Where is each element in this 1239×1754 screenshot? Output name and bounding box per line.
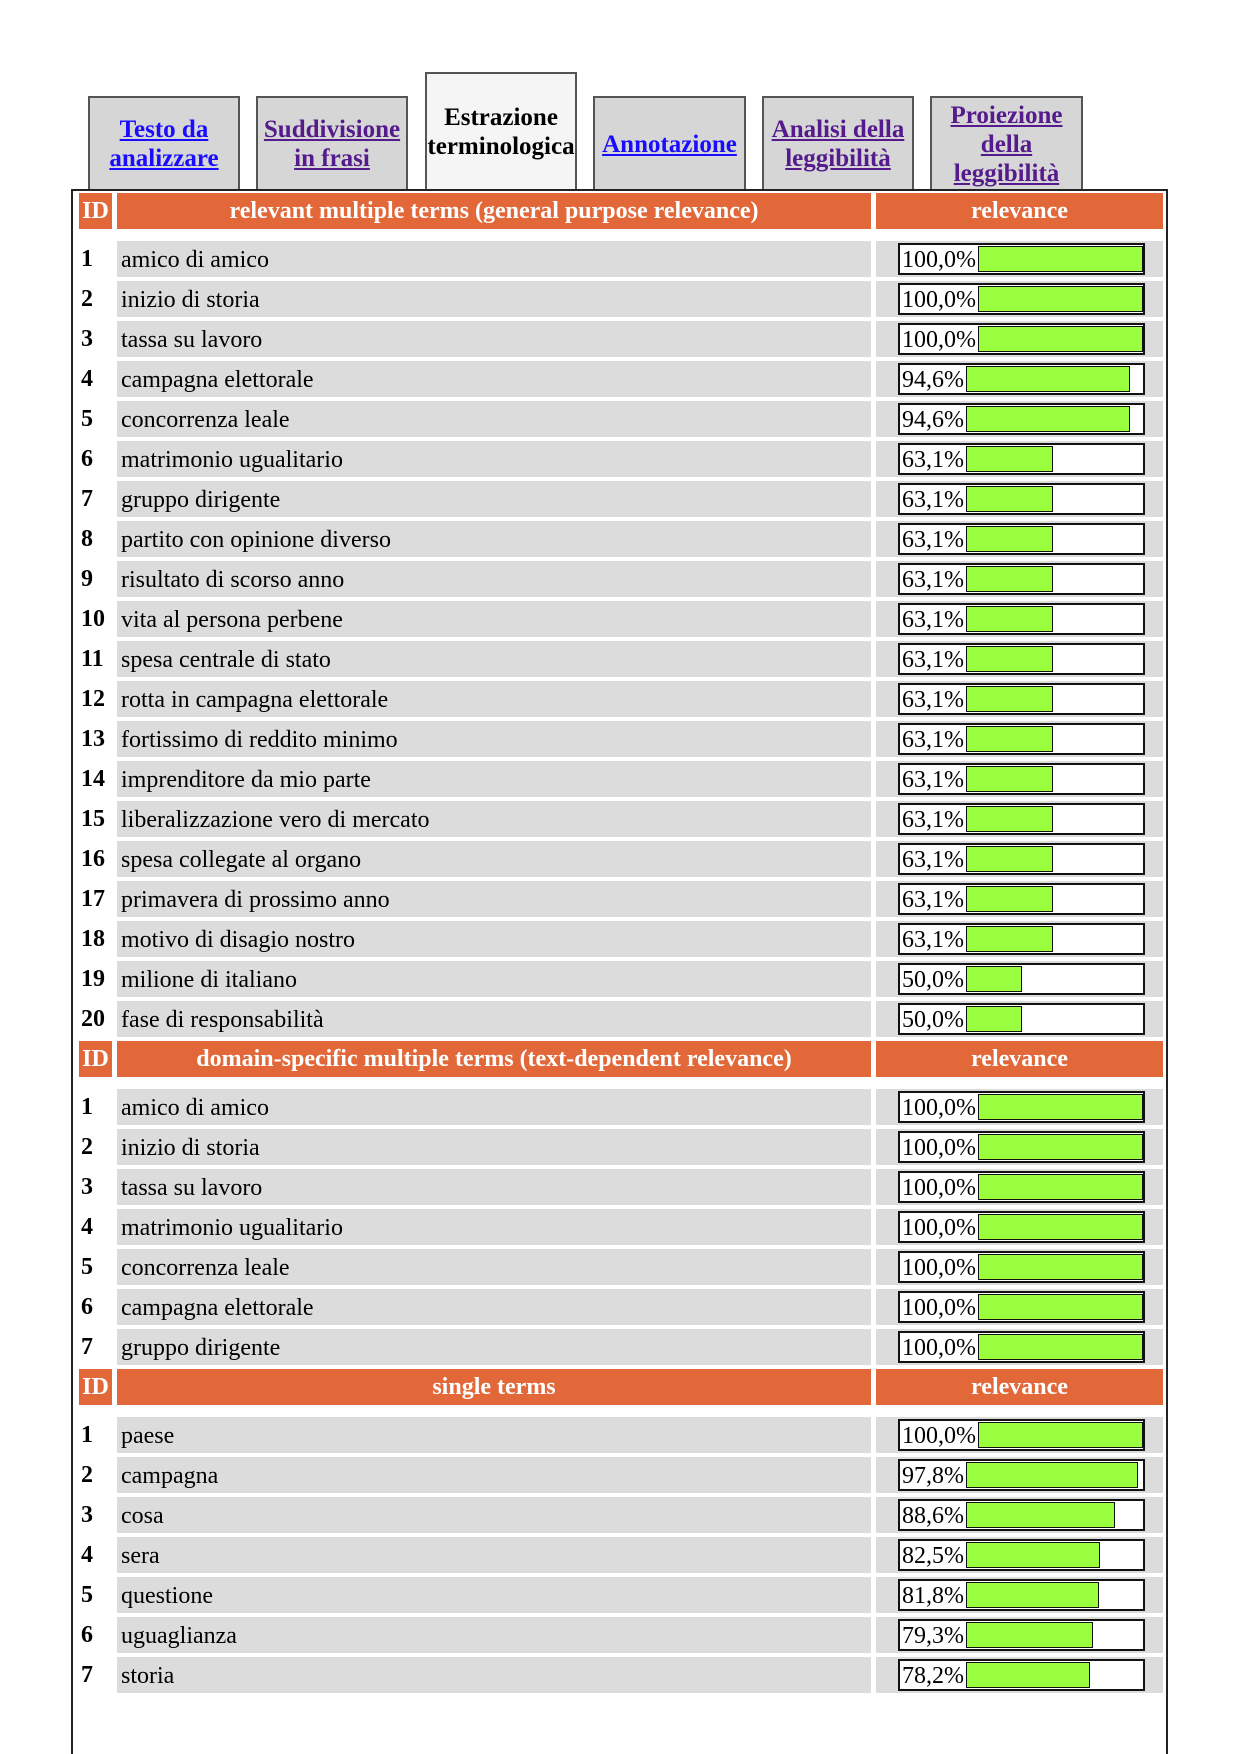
relevance-percent: 94,6% (902, 407, 964, 433)
row-term: liberalizzazione vero di mercato (117, 801, 871, 837)
table-row (73, 1247, 1166, 1287)
relevance-bar-fill (978, 1294, 1143, 1320)
relevance-bar-fill (966, 806, 1053, 832)
relevance-bar-fill (966, 606, 1053, 632)
relevance-bar (898, 283, 1145, 315)
relevance-bar (898, 483, 1145, 515)
row-relevance (876, 561, 1163, 597)
row-id: 5 (81, 1254, 93, 1280)
table-row (73, 1207, 1166, 1247)
table-row (73, 839, 1166, 879)
table-row (73, 1455, 1166, 1495)
row-id: 5 (81, 406, 93, 432)
relevance-percent: 100,0% (902, 1423, 976, 1449)
table-row (73, 1655, 1166, 1695)
row-id: 17 (81, 886, 105, 912)
row-term: fase di responsabilità (117, 1001, 871, 1037)
relevance-column-header: relevance (876, 1041, 1163, 1077)
table-row (73, 919, 1166, 959)
row-term: vita al persona perbene (117, 601, 871, 637)
row-term: storia (117, 1657, 871, 1693)
relevance-percent: 100,0% (902, 287, 976, 313)
relevance-column-header: relevance (876, 1369, 1163, 1405)
row-term: primavera di prossimo anno (117, 881, 871, 917)
relevance-percent: 63,1% (902, 447, 964, 473)
row-relevance (876, 1089, 1163, 1125)
row-relevance (876, 1209, 1163, 1245)
row-term: cosa (117, 1497, 871, 1533)
relevance-bar-fill (978, 1214, 1143, 1240)
relevance-bar (898, 1499, 1145, 1531)
row-id: 7 (81, 1334, 93, 1360)
row-term: questione (117, 1577, 871, 1613)
relevance-bar (898, 1579, 1145, 1611)
row-relevance (876, 921, 1163, 957)
relevance-bar-fill (966, 366, 1130, 392)
relevance-bar-fill (966, 1542, 1100, 1568)
relevance-percent: 100,0% (902, 1255, 976, 1281)
row-term: inizio di storia (117, 1129, 871, 1165)
table-row (73, 1615, 1166, 1655)
relevance-bar-fill (966, 566, 1053, 592)
row-id: 4 (81, 366, 93, 392)
table-row (73, 479, 1166, 519)
tab-bar (88, 72, 1111, 190)
relevance-bar-fill (966, 766, 1053, 792)
row-relevance (876, 681, 1163, 717)
table-row (73, 679, 1166, 719)
relevance-bar (898, 363, 1145, 395)
row-relevance (876, 721, 1163, 757)
row-id: 4 (81, 1214, 93, 1240)
row-id: 1 (81, 246, 93, 272)
row-id: 18 (81, 926, 105, 952)
row-term: fortissimo di reddito minimo (117, 721, 871, 757)
row-relevance (876, 521, 1163, 557)
relevance-bar-fill (966, 1662, 1090, 1688)
table-row (73, 759, 1166, 799)
tab-annotazione-label[interactable]: Annotazione (602, 130, 737, 158)
row-id: 16 (81, 846, 105, 872)
relevance-bar (898, 323, 1145, 355)
relevance-bar (898, 1331, 1145, 1363)
row-relevance (876, 441, 1163, 477)
table-row (73, 519, 1166, 559)
row-term: campagna elettorale (117, 1289, 871, 1325)
relevance-bar-fill (966, 1502, 1115, 1528)
row-relevance (876, 801, 1163, 837)
relevance-bar-fill (966, 526, 1053, 552)
row-id: 3 (81, 326, 93, 352)
relevance-bar (898, 1211, 1145, 1243)
relevance-bar-fill (966, 1006, 1022, 1032)
relevance-bar (898, 603, 1145, 635)
section-0 (73, 193, 1166, 1039)
table-row (73, 719, 1166, 759)
relevance-bar-fill (966, 446, 1053, 472)
relevance-percent: 63,1% (902, 567, 964, 593)
term-column-header: domain-specific multiple terms (text-dependent relevance) (117, 1041, 871, 1077)
tab-suddivisione-in-frasi-label[interactable]: Suddivisione in frasi (263, 116, 401, 172)
row-term: concorrenza leale (117, 1249, 871, 1285)
row-term: milione di italiano (117, 961, 871, 997)
row-id: 6 (81, 1294, 93, 1320)
table-row (73, 399, 1166, 439)
row-term: sera (117, 1537, 871, 1573)
relevance-percent: 100,0% (902, 1095, 976, 1121)
row-id: 4 (81, 1542, 93, 1568)
row-id: 7 (81, 1662, 93, 1688)
relevance-bar (898, 1003, 1145, 1035)
row-id: 2 (81, 286, 93, 312)
row-relevance (876, 1169, 1163, 1205)
table-row (73, 439, 1166, 479)
relevance-bar (898, 1091, 1145, 1123)
row-relevance (876, 961, 1163, 997)
relevance-bar (898, 1131, 1145, 1163)
row-term: tassa su lavoro (117, 321, 871, 357)
row-id: 6 (81, 1622, 93, 1648)
row-relevance (876, 361, 1163, 397)
relevance-bar (898, 643, 1145, 675)
relevance-percent: 63,1% (902, 647, 964, 673)
section-header (73, 1041, 1166, 1077)
relevance-column-header: relevance (876, 193, 1163, 229)
section-2 (73, 1369, 1166, 1695)
row-term: matrimonio ugualitario (117, 1209, 871, 1245)
tab-estrazione-terminologica[interactable] (425, 72, 577, 190)
relevance-bar-fill (966, 846, 1053, 872)
row-relevance (876, 601, 1163, 637)
table-row (73, 1167, 1166, 1207)
row-term: matrimonio ugualitario (117, 441, 871, 477)
relevance-bar (898, 803, 1145, 835)
table-row (73, 1415, 1166, 1455)
relevance-percent: 63,1% (902, 847, 964, 873)
row-term: campagna elettorale (117, 361, 871, 397)
relevance-bar-fill (966, 406, 1130, 432)
row-id: 2 (81, 1134, 93, 1160)
relevance-percent: 100,0% (902, 1215, 976, 1241)
tab-proiezione-della-leggibilita-label[interactable]: Proiezione della leggibilità (950, 101, 1063, 187)
row-relevance (876, 1329, 1163, 1365)
relevance-bar-fill (978, 1254, 1143, 1280)
row-term: inizio di storia (117, 281, 871, 317)
row-id: 1 (81, 1422, 93, 1448)
relevance-percent: 97,8% (902, 1463, 964, 1489)
relevance-percent: 63,1% (902, 887, 964, 913)
relevance-percent: 63,1% (902, 807, 964, 833)
relevance-bar (898, 1539, 1145, 1571)
relevance-percent: 94,6% (902, 367, 964, 393)
id-column-header: ID (79, 193, 112, 229)
tab-analisi-della-leggibilita[interactable] (762, 96, 914, 190)
row-term: imprenditore da mio parte (117, 761, 871, 797)
relevance-bar (898, 443, 1145, 475)
tab-annotazione[interactable] (593, 96, 746, 190)
row-relevance (876, 1417, 1163, 1453)
row-relevance (876, 841, 1163, 877)
row-relevance (876, 1289, 1163, 1325)
relevance-percent: 100,0% (902, 1295, 976, 1321)
row-id: 10 (81, 606, 105, 632)
table-row (73, 359, 1166, 399)
row-relevance (876, 321, 1163, 357)
relevance-bar (898, 1171, 1145, 1203)
relevance-bar-fill (978, 246, 1143, 272)
row-id: 6 (81, 446, 93, 472)
row-id: 11 (81, 646, 104, 672)
relevance-bar-fill (978, 286, 1143, 312)
row-relevance (876, 1001, 1163, 1037)
table-row (73, 279, 1166, 319)
relevance-bar (898, 403, 1145, 435)
term-column-header: relevant multiple terms (general purpose relevance) (117, 193, 871, 229)
row-term: gruppo dirigente (117, 481, 871, 517)
tab-testo-da-analizzare-label[interactable]: Testo da analizzare (109, 116, 219, 172)
row-relevance (876, 1577, 1163, 1613)
row-term: spesa centrale di stato (117, 641, 871, 677)
relevance-percent: 50,0% (902, 967, 964, 993)
row-id: 20 (81, 1006, 105, 1032)
section-1 (73, 1041, 1166, 1367)
relevance-bar (898, 963, 1145, 995)
relevance-percent: 63,1% (902, 607, 964, 633)
row-term: concorrenza leale (117, 401, 871, 437)
relevance-bar (898, 1291, 1145, 1323)
relevance-bar (898, 1619, 1145, 1651)
row-term: paese (117, 1417, 871, 1453)
relevance-bar-fill (966, 726, 1053, 752)
row-relevance (876, 1537, 1163, 1573)
row-term: rotta in campagna elettorale (117, 681, 871, 717)
id-column-header: ID (79, 1041, 112, 1077)
relevance-bar-fill (978, 1334, 1143, 1360)
relevance-percent: 63,1% (902, 527, 964, 553)
row-relevance (876, 281, 1163, 317)
relevance-bar-fill (966, 1622, 1093, 1648)
relevance-percent: 100,0% (902, 1175, 976, 1201)
relevance-bar (898, 923, 1145, 955)
id-column-header: ID (79, 1369, 112, 1405)
relevance-bar-fill (978, 326, 1143, 352)
relevance-percent: 88,6% (902, 1503, 964, 1529)
table-row (73, 1127, 1166, 1167)
row-relevance (876, 241, 1163, 277)
relevance-bar-fill (966, 926, 1053, 952)
relevance-bar (898, 683, 1145, 715)
row-relevance (876, 1249, 1163, 1285)
table-row (73, 999, 1166, 1039)
table-row (73, 1535, 1166, 1575)
relevance-percent: 63,1% (902, 487, 964, 513)
relevance-bar (898, 523, 1145, 555)
row-term: gruppo dirigente (117, 1329, 871, 1365)
relevance-percent: 63,1% (902, 767, 964, 793)
relevance-percent: 82,5% (902, 1543, 964, 1569)
relevance-bar (898, 723, 1145, 755)
table-row (73, 559, 1166, 599)
row-relevance (876, 1457, 1163, 1493)
relevance-bar (898, 1659, 1145, 1691)
tab-testo-da-analizzare[interactable] (88, 96, 240, 190)
relevance-bar-fill (966, 886, 1053, 912)
table-row (73, 639, 1166, 679)
row-relevance (876, 481, 1163, 517)
relevance-percent: 79,3% (902, 1623, 964, 1649)
row-relevance (876, 1617, 1163, 1653)
row-id: 12 (81, 686, 105, 712)
table-row (73, 599, 1166, 639)
terminology-table (71, 189, 1168, 1754)
relevance-bar (898, 1459, 1145, 1491)
row-term: motivo di disagio nostro (117, 921, 871, 957)
relevance-percent: 100,0% (902, 1335, 976, 1361)
relevance-bar-fill (978, 1174, 1143, 1200)
tab-estrazione-terminologica-label: Estrazione terminologica (427, 104, 575, 160)
row-id: 13 (81, 726, 105, 752)
row-id: 5 (81, 1582, 93, 1608)
row-term: partito con opinione diverso (117, 521, 871, 557)
term-column-header: single terms (117, 1369, 871, 1405)
row-relevance (876, 401, 1163, 437)
relevance-bar-fill (966, 1582, 1099, 1608)
tab-analisi-della-leggibilita-label[interactable]: Analisi della leggibilità (771, 116, 905, 172)
table-row (73, 1327, 1166, 1367)
relevance-percent: 81,8% (902, 1583, 964, 1609)
row-relevance (876, 641, 1163, 677)
relevance-bar (898, 1251, 1145, 1283)
row-term: uguaglianza (117, 1617, 871, 1653)
relevance-percent: 50,0% (902, 1007, 964, 1033)
row-relevance (876, 1129, 1163, 1165)
relevance-bar (898, 1419, 1145, 1451)
row-term: amico di amico (117, 241, 871, 277)
table-row (73, 1087, 1166, 1127)
row-relevance (876, 1657, 1163, 1693)
section-header (73, 193, 1166, 229)
row-relevance (876, 761, 1163, 797)
row-id: 14 (81, 766, 105, 792)
tab-suddivisione-in-frasi[interactable] (256, 96, 408, 190)
relevance-bar (898, 763, 1145, 795)
table-row (73, 1575, 1166, 1615)
tab-proiezione-della-leggibilita[interactable] (930, 96, 1083, 190)
table-row (73, 879, 1166, 919)
relevance-bar-fill (978, 1094, 1143, 1120)
relevance-percent: 63,1% (902, 727, 964, 753)
row-term: campagna (117, 1457, 871, 1493)
relevance-bar-fill (966, 486, 1053, 512)
row-id: 3 (81, 1174, 93, 1200)
row-id: 7 (81, 486, 93, 512)
relevance-bar-fill (966, 646, 1053, 672)
relevance-percent: 63,1% (902, 687, 964, 713)
row-id: 19 (81, 966, 105, 992)
relevance-bar (898, 563, 1145, 595)
row-term: spesa collegate al organo (117, 841, 871, 877)
row-term: tassa su lavoro (117, 1169, 871, 1205)
table-row (73, 319, 1166, 359)
relevance-bar (898, 883, 1145, 915)
row-id: 1 (81, 1094, 93, 1120)
relevance-percent: 78,2% (902, 1663, 964, 1689)
section-header (73, 1369, 1166, 1405)
row-id: 15 (81, 806, 105, 832)
relevance-bar-fill (978, 1422, 1143, 1448)
table-row (73, 239, 1166, 279)
row-id: 8 (81, 526, 93, 552)
relevance-percent: 100,0% (902, 327, 976, 353)
table-row (73, 1287, 1166, 1327)
row-relevance (876, 881, 1163, 917)
relevance-percent: 100,0% (902, 247, 976, 273)
relevance-percent: 100,0% (902, 1135, 976, 1161)
row-term: amico di amico (117, 1089, 871, 1125)
relevance-bar-fill (966, 1462, 1138, 1488)
relevance-bar-fill (978, 1134, 1143, 1160)
relevance-bar (898, 243, 1145, 275)
row-id: 2 (81, 1462, 93, 1488)
table-row (73, 1495, 1166, 1535)
relevance-bar (898, 843, 1145, 875)
table-row (73, 799, 1166, 839)
row-term: risultato di scorso anno (117, 561, 871, 597)
relevance-bar-fill (966, 966, 1022, 992)
row-id: 3 (81, 1502, 93, 1528)
row-id: 9 (81, 566, 93, 592)
relevance-percent: 63,1% (902, 927, 964, 953)
row-relevance (876, 1497, 1163, 1533)
relevance-bar-fill (966, 686, 1053, 712)
table-row (73, 959, 1166, 999)
